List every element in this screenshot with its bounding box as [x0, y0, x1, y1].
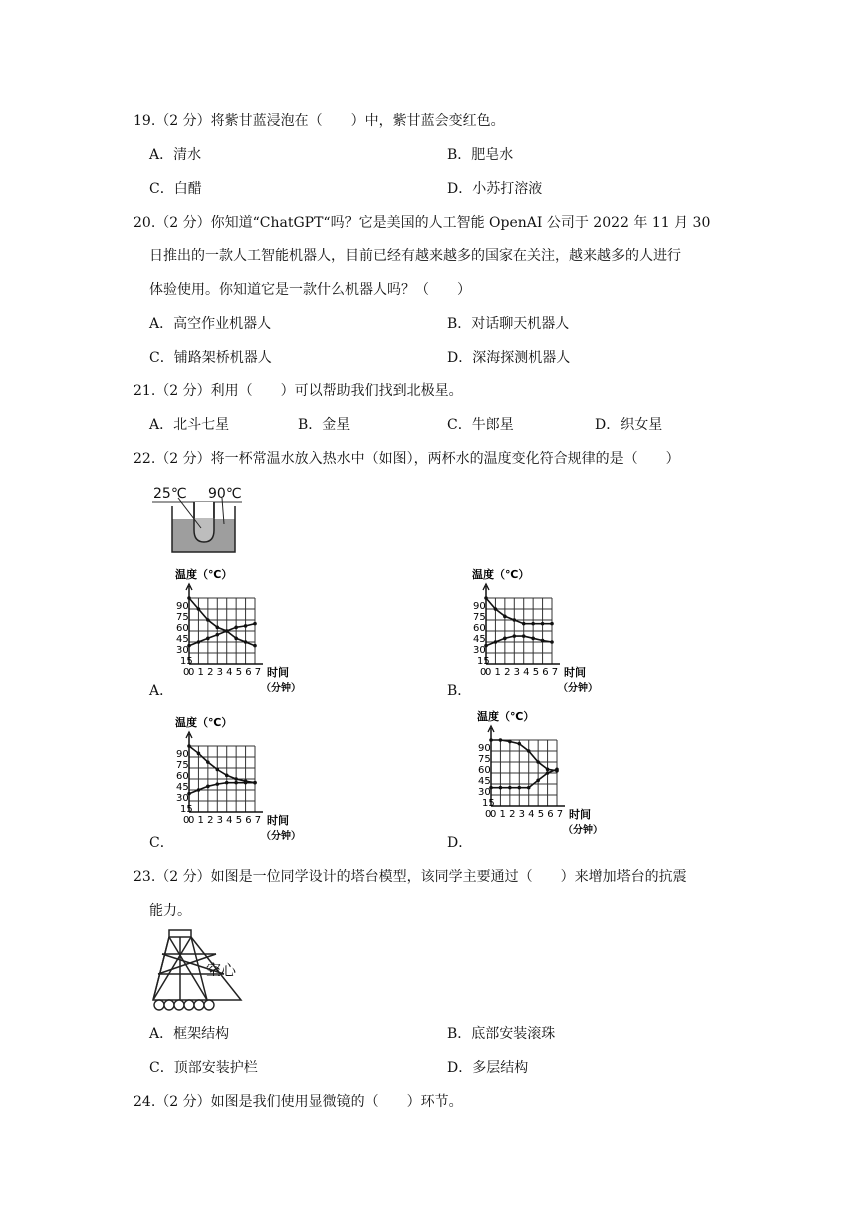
graph-x-unit: （分钟）: [558, 683, 598, 694]
data-point: [215, 626, 219, 630]
data-point: [197, 607, 201, 611]
question-23-option-a[interactable]: A．框架结构: [149, 1026, 230, 1042]
data-point: [225, 774, 229, 778]
graph-x-unit: （分钟）: [261, 683, 301, 694]
hot-water-label: 90℃: [208, 486, 242, 502]
data-point: [234, 637, 238, 641]
graph-y-label: 温度（℃）: [477, 710, 535, 723]
y-tick: 0: [480, 667, 487, 678]
question-23-line-2: 能力。: [149, 903, 191, 919]
graph-y-label: 温度（℃）: [472, 568, 530, 581]
question-20-line-1: 20.（2 分）你知道“ChatGPT“吗？它是美国的人工智能 OpenAI 公司于 2022 年 11 月 30: [133, 215, 711, 231]
graph-x-unit: （分钟）: [261, 831, 301, 842]
y-tick: 45: [478, 776, 491, 787]
y-tick: 15: [180, 804, 193, 815]
data-point: [527, 786, 531, 790]
data-point: [206, 637, 210, 641]
data-point: [234, 781, 238, 785]
question-20-option-b[interactable]: B．对话聊天机器人: [447, 316, 570, 332]
data-point: [234, 626, 238, 630]
data-point: [244, 624, 248, 628]
graph-y-label: 温度（℃）: [175, 568, 233, 581]
question-23-option-c[interactable]: C．顶部安装护栏: [149, 1060, 258, 1076]
data-point: [225, 781, 229, 785]
data-point: [484, 596, 488, 600]
data-point: [187, 596, 191, 600]
y-tick: 60: [176, 771, 189, 782]
y-tick: 0: [183, 667, 190, 678]
data-point: [197, 752, 201, 756]
question-20-line-3: 体验使用。你知道它是一款什么机器人吗？（ ）: [149, 282, 471, 298]
data-point: [536, 779, 540, 783]
question-19-option-a[interactable]: A．清水: [149, 147, 202, 163]
data-point: [546, 768, 550, 772]
question-21-option-a[interactable]: A．北斗七星: [149, 417, 230, 433]
question-22-option-d[interactable]: D．: [447, 835, 473, 851]
data-point: [527, 749, 531, 753]
graph-y-label: 温度（℃）: [175, 716, 233, 729]
data-point: [225, 629, 229, 633]
y-tick: 15: [482, 798, 495, 809]
data-point: [244, 640, 248, 644]
graph-x-label: 时间: [569, 808, 591, 821]
y-tick: 0: [485, 809, 492, 820]
data-point: [550, 640, 554, 644]
x-ticks: 0 1 2 3 4 5 6 7: [188, 667, 262, 678]
data-point: [489, 738, 493, 742]
data-point: [197, 640, 201, 644]
data-point: [206, 785, 210, 789]
y-tick: 75: [478, 754, 491, 765]
data-point: [536, 760, 540, 764]
graph-x-label: 时间: [564, 666, 586, 679]
data-point: [206, 618, 210, 622]
y-tick: 60: [473, 623, 486, 634]
data-point: [541, 639, 545, 643]
y-tick: 15: [180, 656, 193, 667]
data-point: [206, 760, 210, 764]
y-tick: 60: [478, 765, 491, 776]
beaker-figure: [150, 484, 245, 556]
graph-x-unit: （分钟）: [563, 825, 603, 836]
data-point: [499, 786, 503, 790]
data-point: [541, 622, 545, 626]
data-point: [494, 640, 498, 644]
question-21-option-d[interactable]: D．织女星: [595, 417, 663, 433]
option-d-graph: [472, 708, 612, 840]
data-point: [546, 771, 550, 775]
y-tick: 45: [473, 634, 486, 645]
x-ticks: 0 1 2 3 4 5 6 7: [490, 809, 564, 820]
question-21-option-b[interactable]: B．金星: [298, 417, 351, 433]
data-point: [522, 622, 526, 626]
data-point: [215, 782, 219, 786]
data-point: [503, 615, 507, 619]
data-point: [555, 768, 559, 772]
graph-x-label: 时间: [267, 666, 289, 679]
question-20-option-a[interactable]: A．高空作业机器人: [149, 316, 272, 332]
data-point: [512, 634, 516, 638]
question-23-option-b[interactable]: B．底部安装滚珠: [447, 1026, 556, 1042]
question-21-option-c[interactable]: C．牛郎星: [447, 417, 514, 433]
cold-water-label: 25℃: [153, 486, 187, 502]
question-20-line-2: 日推出的一款人工智能机器人，目前已经有越来越多的国家在关注，越来越多的人进行: [149, 248, 681, 264]
graph-x-label: 时间: [267, 814, 289, 827]
data-point: [197, 788, 201, 792]
data-point: [244, 781, 248, 785]
question-19-option-b[interactable]: B．肥皂水: [447, 147, 514, 163]
question-19-option-d[interactable]: D．小苏打溶液: [447, 181, 543, 197]
y-tick: 75: [176, 760, 189, 771]
y-tick: 30: [176, 645, 189, 656]
y-tick: 90: [478, 743, 491, 754]
option-a-graph: [170, 566, 310, 698]
data-point: [215, 768, 219, 772]
data-point: [187, 744, 191, 748]
y-tick: 75: [176, 612, 189, 623]
option-c-graph: [170, 714, 310, 846]
data-point: [517, 742, 521, 746]
data-point: [508, 786, 512, 790]
data-point: [522, 634, 526, 638]
data-point: [253, 781, 257, 785]
data-point: [215, 633, 219, 637]
data-point: [531, 637, 535, 641]
y-tick: 90: [176, 601, 189, 612]
question-22-option-a[interactable]: A．: [149, 683, 174, 699]
y-tick: 30: [473, 645, 486, 656]
y-tick: 0: [183, 815, 190, 826]
y-tick: 45: [176, 634, 189, 645]
y-tick: 60: [176, 623, 189, 634]
y-tick: 45: [176, 782, 189, 793]
y-tick: 90: [176, 749, 189, 760]
question-23-option-d[interactable]: D．多层结构: [447, 1060, 529, 1076]
question-22-stem: 22.（2 分）将一杯常温水放入热水中（如图），两杯水的温度变化符合规律的是（ ）: [133, 451, 680, 467]
question-20-option-c[interactable]: C．铺路架桥机器人: [149, 350, 272, 366]
x-ticks: 0 1 2 3 4 5 6 7: [485, 667, 559, 678]
y-tick: 75: [473, 612, 486, 623]
hollow-label: 空心: [206, 961, 237, 979]
x-ticks: 0 1 2 3 4 5 6 7: [188, 815, 262, 826]
data-point: [253, 644, 257, 648]
y-tick: 30: [478, 787, 491, 798]
y-tick: 90: [473, 601, 486, 612]
data-point: [499, 738, 503, 742]
tower-model-figure: [150, 928, 250, 1012]
data-point: [234, 777, 238, 781]
question-19-stem: 19.（2 分）将紫甘蓝浸泡在（ ）中，紫甘蓝会变红色。: [133, 113, 505, 129]
y-tick: 30: [176, 793, 189, 804]
question-19-option-c[interactable]: C．白醋: [149, 181, 202, 197]
option-b-graph: [467, 566, 607, 698]
y-tick: 15: [477, 656, 490, 667]
data-point: [550, 622, 554, 626]
question-22-option-c[interactable]: C．: [149, 835, 174, 851]
data-point: [517, 786, 521, 790]
question-20-option-d[interactable]: D．深海探测机器人: [447, 350, 571, 366]
data-point: [503, 637, 507, 641]
data-point: [508, 740, 512, 744]
question-22-option-b[interactable]: B．: [447, 683, 472, 699]
question-23-line-1: 23.（2 分）如图是一位同学设计的塔台模型，该同学主要通过（ ）来增加塔台的抗震: [133, 869, 687, 885]
data-point: [512, 618, 516, 622]
data-point: [494, 607, 498, 611]
data-point: [531, 622, 535, 626]
question-24-stem: 24.（2 分）如图是我们使用显微镜的（ ）环节。: [133, 1094, 463, 1110]
data-point: [253, 622, 257, 626]
question-21-stem: 21.（2 分）利用（ ）可以帮助我们找到北极星。: [133, 383, 463, 399]
